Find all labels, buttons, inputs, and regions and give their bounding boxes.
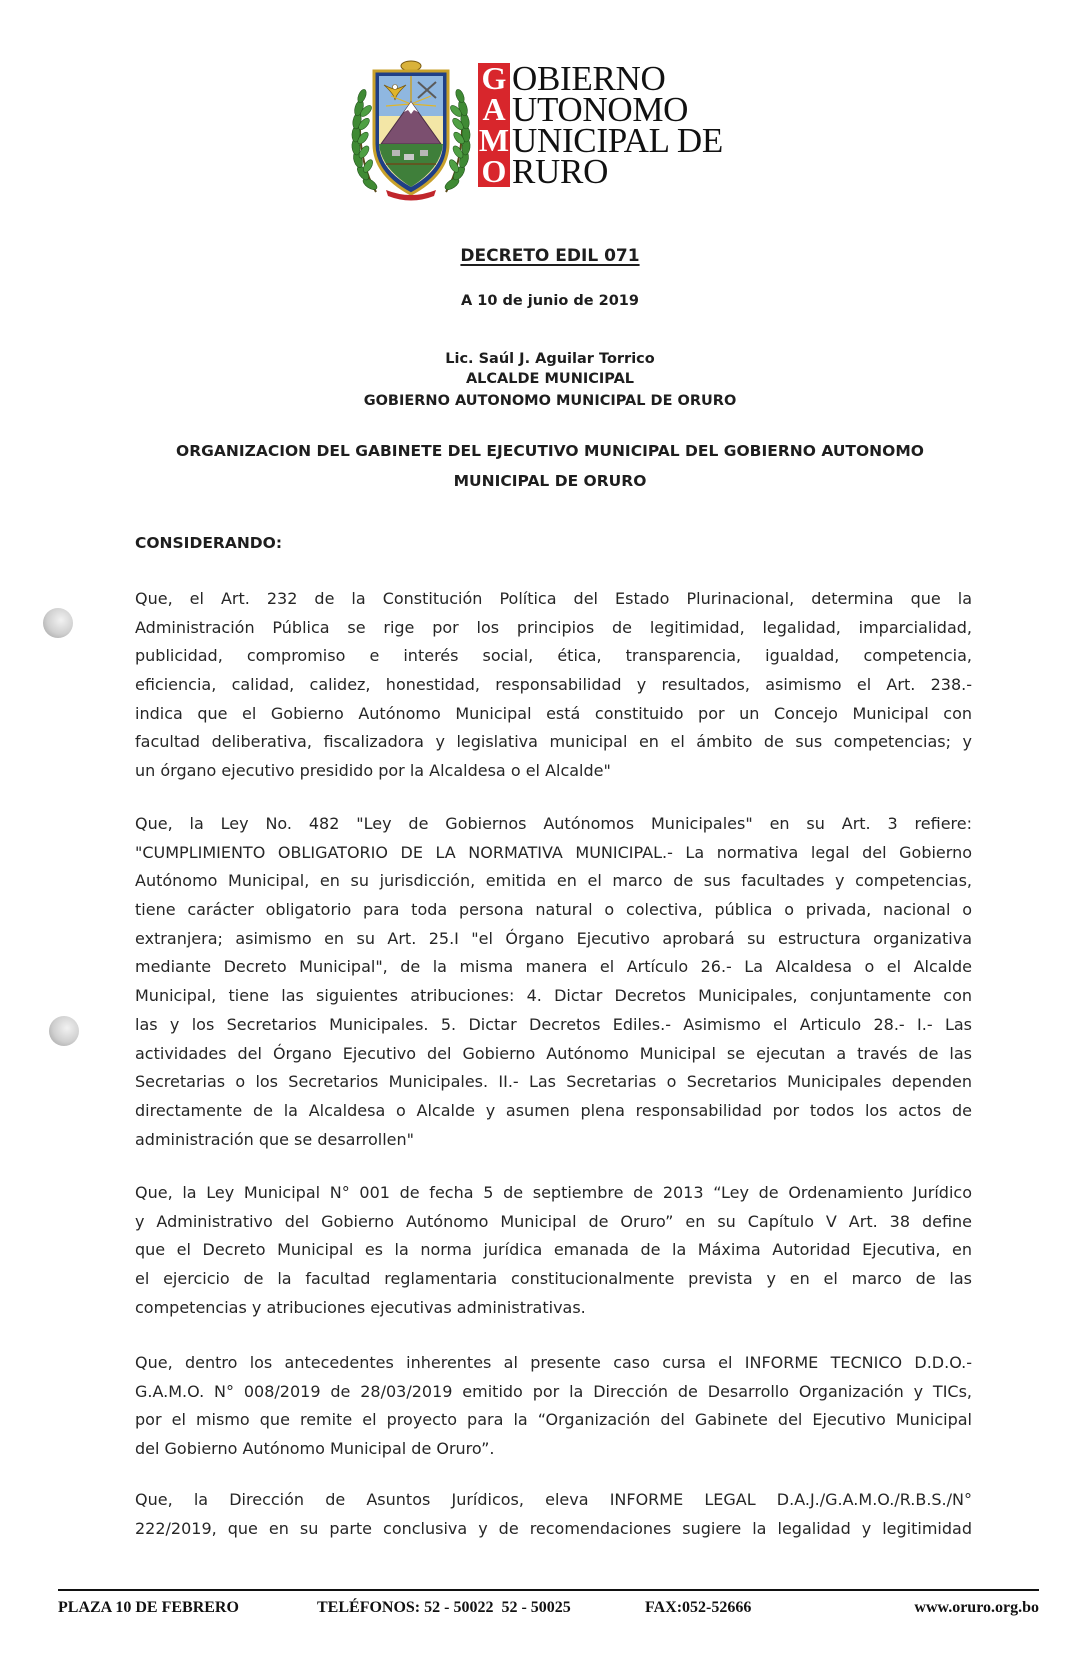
logo-word: UNICIPAL DE: [512, 121, 723, 160]
footer-website: www.oruro.org.bo: [914, 1599, 1039, 1616]
decree-subject: ORGANIZACION DEL GABINETE DEL EJECUTIVO MUNICIPAL DEL GOBIERNO AUTONOMO: [176, 442, 924, 460]
paragraph-line: por el mismo que remite el proyecto para la “Organización del Gabinete del Ejecutivo Municipal: [135, 1410, 972, 1430]
logo-initial: M: [478, 122, 510, 158]
paragraph: [135, 1349, 972, 1464]
paragraph-line: y Administrativo del Gobierno Autónomo Municipal de Oruro” en su Capítulo V Art. 38 define: [135, 1211, 972, 1231]
paragraph-line: Que, la Dirección de Asuntos Jurídicos, eleva INFORME LEGAL D.A.J./G.A.M.O./R.B.S./N°: [135, 1490, 972, 1509]
paragraph-line: que el Decreto Municipal es la norma jurídica emanada de la Máxima Autoridad Ejecutiva, en: [135, 1240, 972, 1260]
paragraph-line: Autónomo Municipal, en su jurisdicción, emitida en el marco de sus facultades y competencias,: [135, 871, 972, 891]
section-heading: CONSIDERANDO:: [135, 534, 283, 552]
institution-name: GOBIERNO AUTONOMO MUNICIPAL DE ORURO: [363, 393, 737, 409]
paragraph-line: tiene carácter obligatorio para toda persona natural o colectiva, pública o privada, nacional o: [135, 900, 972, 920]
paragraph-line: directamente de la Alcaldesa o Alcalde y asumen plena responsabilidad por todos los actos de: [135, 1100, 972, 1120]
logo-word: UTONOMO: [512, 90, 689, 129]
paragraph-line: Administración Pública se rige por los principios de legitimidad, legalidad, imparcialidad,: [135, 617, 972, 637]
footer-divider: [58, 1589, 1039, 1591]
decree-title: [135, 243, 965, 269]
logo-initial: O: [481, 153, 507, 189]
footer-address: PLAZA 10 DE FEBRERO: [58, 1599, 239, 1616]
paragraph-line: Que, la Ley No. 482 "Ley de Gobiernos Autónomos Municipales" en su Art. 3 refiere:: [135, 814, 972, 833]
decree-subject: MUNICIPAL DE ORURO: [453, 472, 647, 490]
decree-title-text: DECRETO EDIL 071: [460, 246, 640, 266]
paragraph: [135, 810, 972, 1154]
logo-initials: [478, 60, 510, 189]
paragraph-line: Municipal, tiene las siguientes atribuciones: 4. Dictar Decretos Municipales, conjuntamente con: [135, 986, 972, 1006]
paragraph-line: publicidad, compromiso e interés social, ética, transparencia, igualdad, competencia,: [135, 646, 972, 666]
paragraph-line: del Gobierno Autónomo Municipal de Oruro”.: [135, 1439, 495, 1459]
paragraph-line: G.A.M.O. N° 008/2019 de 28/03/2019 emitido por la Dirección de Desarrollo Organización y TICs,: [135, 1381, 972, 1401]
paragraph-line: Que, el Art. 232 de la Constitución Política del Estado Plurinacional, determina que la: [135, 589, 972, 608]
logo-wordmark: [512, 59, 762, 191]
decree-date: A 10 de junio de 2019: [461, 293, 639, 309]
paragraph-line: indica que el Gobierno Autónomo Municipal está constituido por un Concejo Municipal con: [135, 703, 972, 723]
paragraph: [135, 1486, 972, 1543]
paragraph-line: Que, dentro los antecedentes inherentes al presente caso cursa el INFORME TECNICO D.D.O.-: [135, 1353, 972, 1372]
logo-word: OBIERNO: [512, 59, 666, 98]
signatory-name: Lic. Saúl J. Aguilar Torrico: [445, 351, 655, 367]
paragraph-line: un órgano ejecutivo presidido por la Alcaldesa o el Alcalde": [135, 761, 611, 781]
paragraph-line: administración que se desarrollen": [135, 1129, 415, 1149]
paragraph: [135, 585, 972, 786]
logo-initial: G: [481, 60, 507, 96]
footer-phones: TELÉFONOS: 52 - 50022 52 - 50025: [317, 1599, 571, 1616]
footer-fax: FAX:052-52666: [645, 1599, 752, 1616]
paragraph-line: extranjera; asimismo en su Art. 25.I "el Órgano Ejecutivo aprobará su estructura organizativa: [135, 928, 972, 948]
punch-hole: [49, 1016, 79, 1046]
paragraph-line: las y los Secretarios Municipales. 5. Dictar Decretos Ediles.- Asimismo el Articulo 28.- I.- Las: [135, 1014, 972, 1034]
paragraph: [135, 1179, 972, 1322]
paragraph-line: facultad deliberativa, fiscalizadora y legislativa municipal en el ámbito de sus competencias; y: [135, 732, 972, 752]
paragraph-line: actividades del Órgano Ejecutivo del Gobierno Autónomo Municipal se ejecutan a través de las: [135, 1043, 972, 1063]
paragraph-line: competencias y atribuciones ejecutivas administrativas.: [135, 1297, 586, 1317]
logo-initial: A: [482, 91, 506, 127]
signatory-role: ALCALDE MUNICIPAL: [465, 371, 635, 387]
paragraph-line: eficiencia, calidad, calidez, honestidad, responsabilidad y resultados, asimismo el Art. 238.-: [135, 675, 972, 695]
coat-of-arms-icon: [346, 54, 476, 204]
paragraph-line: "CUMPLIMIENTO OBLIGATORIO DE LA NORMATIVA MUNICIPAL.- La normativa legal del Gobierno: [135, 842, 972, 862]
paragraph-line: mediante Decreto Municipal", de la misma manera el Artículo 26.- La Alcaldesa o el Alcalde: [135, 957, 972, 977]
paragraph-line: Que, la Ley Municipal N° 001 de fecha 5 de septiembre de 2013 “Ley de Ordenamiento Jurídico: [135, 1183, 972, 1202]
paragraph-line: Secretarias o los Secretarios Municipales. II.- Las Secretarias o Secretarios Municipales dependen: [135, 1072, 972, 1092]
logo-word: RURO: [512, 152, 609, 191]
punch-hole: [43, 608, 73, 638]
paragraph-line: 222/2019, que en su parte conclusiva y de recomendaciones sugiere la legalidad y legitimidad: [135, 1518, 972, 1538]
paragraph-line: el ejercicio de la facultad reglamentaria constitucionalmente prevista y en el marco de las: [135, 1269, 972, 1289]
